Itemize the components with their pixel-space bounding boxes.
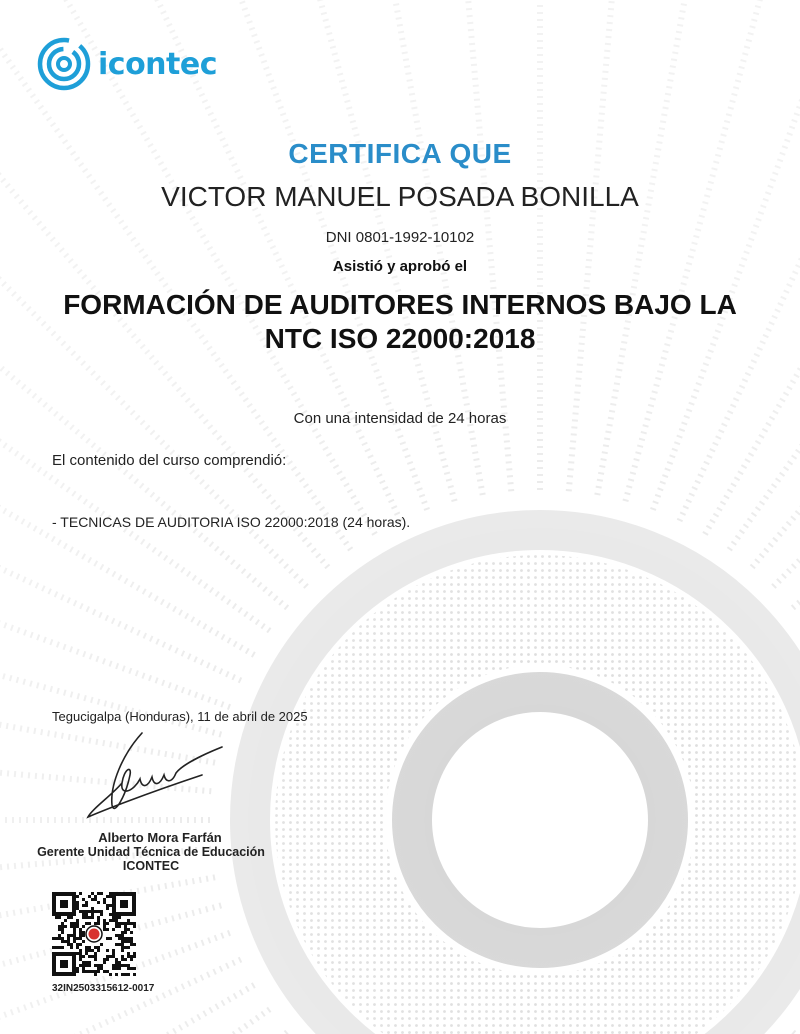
certifica-heading: CERTIFICA QUE — [288, 138, 512, 169]
place-date: Tegucigalpa (Honduras), 11 de abril de 2025 — [52, 709, 308, 724]
signatory-name: Alberto Mora Farfán — [98, 830, 222, 845]
qr-code — [52, 892, 136, 976]
logo-wordmark: icontec — [98, 46, 218, 82]
recipient-name: VICTOR MANUEL POSADA BONILLA — [161, 181, 639, 212]
course-intensity: Con una intensidad de 24 horas — [293, 410, 507, 427]
signature — [82, 725, 252, 825]
content-label: El contenido del curso comprendió: — [52, 452, 287, 469]
attended-statement: Asistió y aprobó el — [332, 258, 468, 275]
recipient-dni: DNI 0801-1992-10102 — [325, 229, 475, 246]
course-title: FORMACIÓN DE AUDITORES INTERNOS BAJO LA NTC ISO 22000:2018 — [63, 289, 737, 354]
signatory-title: Gerente Unidad Técnica de Educación ICONTEC — [37, 845, 265, 873]
icontec-logo-icon — [36, 36, 92, 92]
certificate-code: 32IN2503315612-0017 — [52, 983, 155, 994]
content-item: - TECNICAS DE AUDITORIA ISO 22000:2018 (24 horas). — [52, 514, 411, 530]
icontec-logo — [36, 36, 217, 92]
